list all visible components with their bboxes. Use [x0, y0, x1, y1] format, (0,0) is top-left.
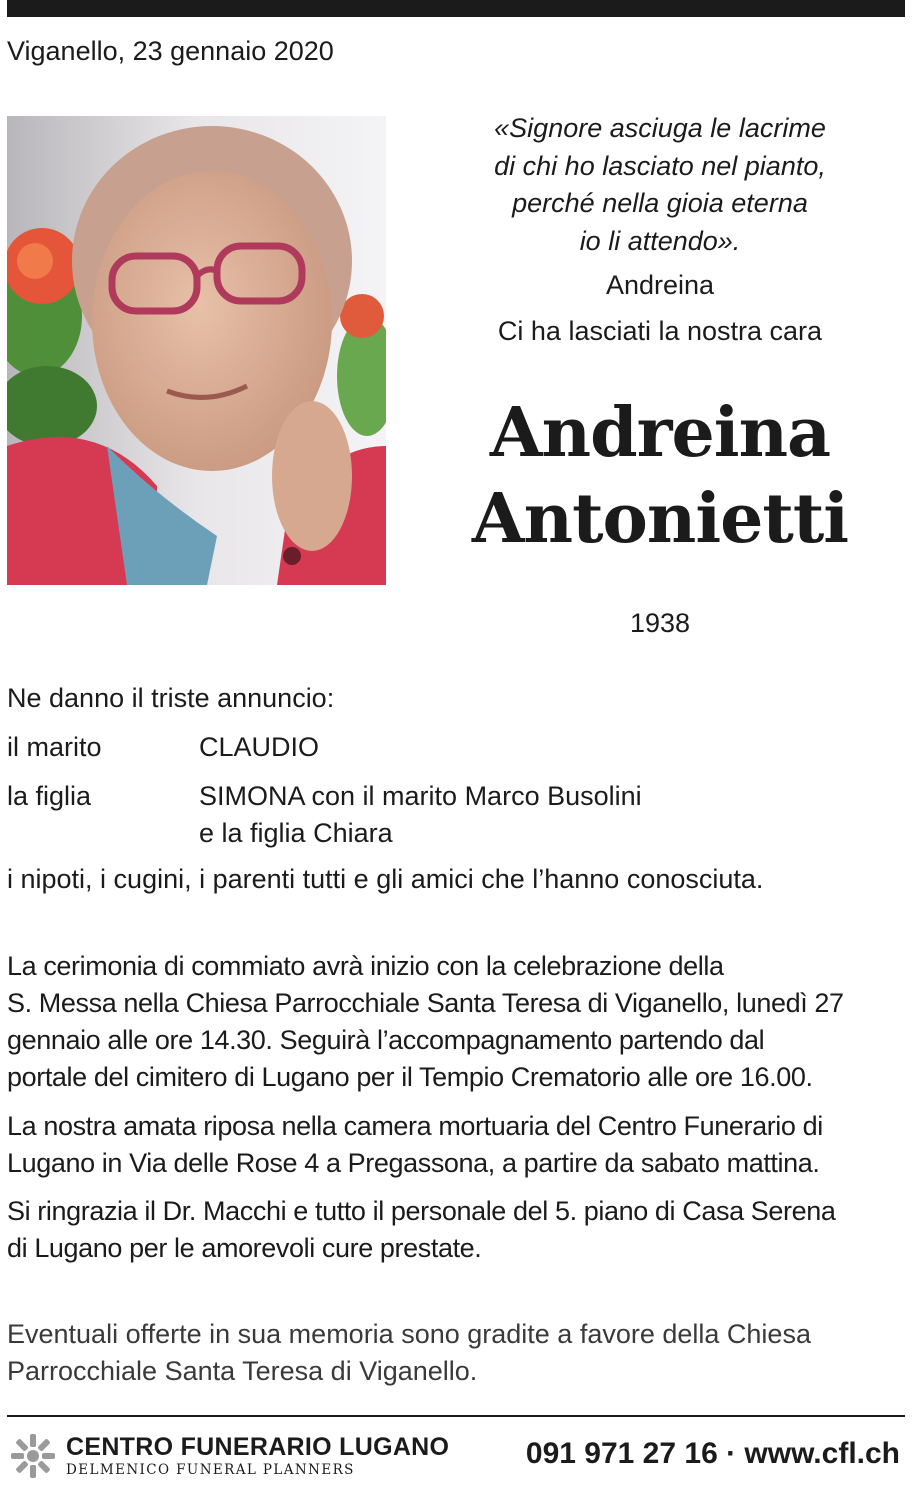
deceased-first-name: Andreina — [489, 393, 831, 473]
paragraph-line: La cerimonia di commiato avrà inizio con la celebrazione della — [7, 951, 724, 981]
announcement-intro: Ci ha lasciati la nostra cara — [497, 316, 823, 346]
paragraph-line: Parrocchiale Santa Teresa di Viganello. — [7, 1356, 478, 1386]
birth-year: 1938 — [629, 608, 691, 638]
top-rule — [7, 0, 905, 17]
company-name: CENTRO FUNERARIO LUGANO — [66, 1433, 450, 1461]
quote-line: «Signore asciuga le lacrime — [494, 113, 826, 143]
paragraph-line: La nostra amata riposa nella camera mortuaria del Centro Funerario di — [7, 1111, 823, 1141]
company-subtitle: DELMENICO FUNERAL PLANNERS — [66, 1462, 355, 1478]
family-others: i nipoti, i cugini, i parenti tutti e gli amici che l’hanno conosciuta. — [7, 864, 764, 894]
company-contact: 091 971 27 16 · www.cfl.ch — [525, 1437, 900, 1470]
paragraph-line: Lugano in Via delle Rose 4 a Pregassona, a partire da sabato mattina. — [7, 1148, 820, 1178]
family-name-line: SIMONA con il marito Marco Busolini — [199, 781, 642, 811]
deceased-last-name: Antonietti — [471, 479, 849, 559]
ceremony-paragraph — [7, 948, 912, 1096]
family-name-daughter — [199, 778, 642, 852]
paragraph-line: portale del cimitero di Lugano per il Tempio Crematorio alle ore 16.00. — [7, 1062, 813, 1092]
quote-line: perché nella gioia eterna — [512, 188, 808, 218]
family-name-line: e la figlia Chiara — [199, 818, 393, 848]
family-relation-daughter: la figlia — [7, 781, 92, 811]
deceased-name — [416, 390, 904, 562]
portrait-photo — [7, 116, 386, 585]
donations-paragraph — [7, 1316, 912, 1390]
paragraph-line: gennaio alle ore 14.30. Seguirà l’accompagnamento partendo dal — [7, 1025, 765, 1055]
family-name-line: CLAUDIO — [199, 732, 320, 762]
date-line: Viganello, 23 gennaio 2020 — [7, 36, 334, 66]
family-relation-husband: il marito — [7, 732, 102, 762]
thanks-paragraph — [7, 1193, 912, 1267]
quote — [416, 110, 904, 260]
quote-line: io li attendo». — [579, 225, 741, 256]
quote-line: di chi ho lasciato nel pianto, — [494, 150, 826, 181]
paragraph-line: Eventuali offerte in sua memoria sono gradite a favore della Chiesa — [7, 1319, 811, 1349]
paragraph-line: Si ringrazia il Dr. Macchi e tutto il personale del 5. piano di Casa Serena — [7, 1196, 836, 1226]
company-logo-icon — [9, 1432, 57, 1480]
paragraph-line: di Lugano per le amorevoli cure prestate. — [7, 1233, 482, 1263]
paragraph-line: S. Messa nella Chiesa Parrocchiale Santa Teresa di Viganello, lunedì 27 — [7, 988, 844, 1018]
bottom-rule — [7, 1415, 905, 1417]
quote-author: Andreina — [605, 270, 715, 300]
family-heading: Ne danno il triste annuncio: — [7, 683, 335, 713]
family-name-husband — [199, 729, 319, 766]
viewing-paragraph — [7, 1108, 912, 1182]
